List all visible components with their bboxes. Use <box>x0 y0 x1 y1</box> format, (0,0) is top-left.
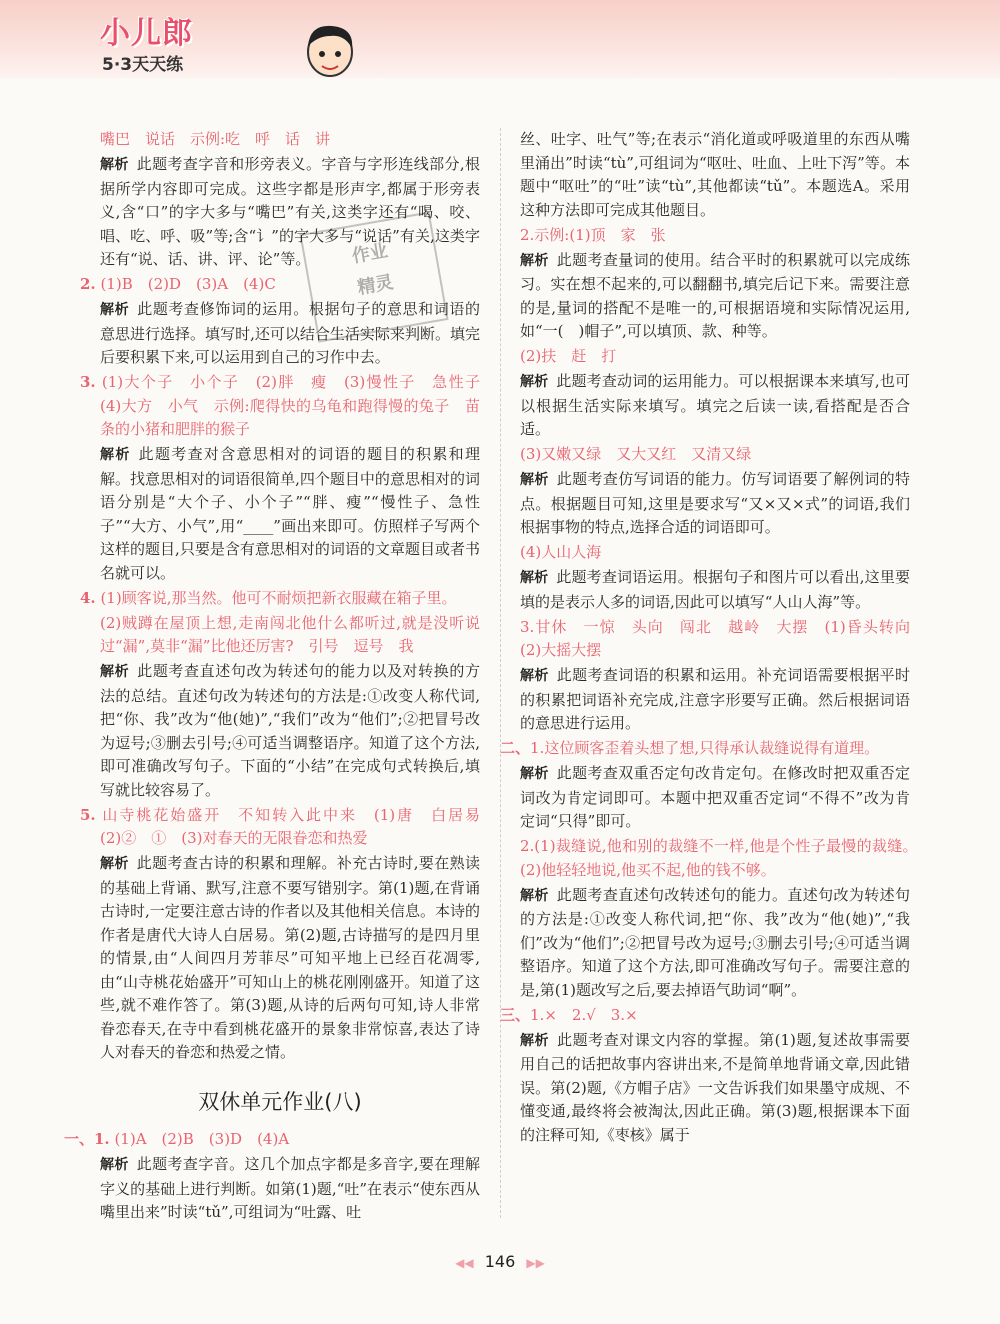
homework-stamp: 作业 精灵 <box>299 211 448 342</box>
question-2-3-answer: (3)又嫩又绿 又大又红 又清又绿 <box>520 445 752 463</box>
section-2-answer: 二、1.这位顾客歪着头想了想,只得承认裁缝说得有道理。 <box>500 739 880 757</box>
logo <box>100 8 270 78</box>
question-4-answer-2: (2)贼蹲在屋顶上想,走南闯北他什么都听过,就是没听说过“漏”,莫非“漏”比他还厉害? 引号 逗号 我 <box>100 613 480 655</box>
column-divider <box>500 128 501 1218</box>
logo-brand: 小儿郎 <box>100 16 193 51</box>
question-5-explanation: 解析 此题考查古诗的积累和理解。补充古诗时,要在熟读的基础上背诵、默写,注意不要写错别字。第(1)题,在背诵古诗时,一定要注意古诗的作者以及其他相关信息。本诗的作者是唐代大诗人白居易。第(2)题,古诗描写的是四月里的情景,由“人间四月芳菲尽”可知平地上已经百花凋零,由“山寺桃花始盛开”可知山上的桃花刚刚盛开。知道了这些,就不难作答了。第(3)题,从诗的后两句可知,诗人非常眷恋春天,在寺中看到桃花盛开的景象非常惊喜,表达了诗人对春天的眷恋和热爱之情。 <box>100 854 481 1061</box>
section-1-answer: 一、1. (1)A (2)B (3)D (4)A <box>64 1130 290 1148</box>
question-2-4-explanation: 解析 此题考查词语运用。根据句子和图片可以看出,这里要填的是表示人多的词语,因此可以填写“人山人海”等。 <box>520 568 910 611</box>
question-5-answer: 5. 山寺桃花始盛开 不知转入此中来 (1)唐 白居易 (2)② ① (3)对春天的无限眷恋和热爱 <box>80 805 496 847</box>
prev-arrows-icon: ◀◀ <box>455 1256 474 1270</box>
question-2-3-explanation: 解析 此题考查仿写词语的能力。仿写词语要了解例词的特点。根据题目可知,这里是要求写“又×又×式”的词语,我们根据事物的特点,选择合适的词语即可。 <box>520 470 910 536</box>
logo-subtitle: 5·3天天练 <box>102 55 184 75</box>
section-1-explanation: 解析 此题考查字音。这几个加点字都是多音字,要在理解字义的基础上进行判断。如第(1)题,“吐”在表示“使东西从嘴里出来”时读“tǔ”,可组词为“吐露、吐 <box>100 1155 481 1221</box>
explanation: 解析 此题考查字音和形旁表义。字音与字形连线部分,根据所学内容即可完成。这些字都是形声字,都属于形旁表义,含“口”的字大多与“嘴巴”有关,这类字还有“喝、咬、唱、吃、呼、吸”等;含“讠”的字大多与“说话”有关,这类字还有“说、话、讲、评、论”等。 <box>100 155 481 268</box>
question-2-answer: 2. (1)B (2)D (3)A (4)C <box>80 275 276 293</box>
page-footer <box>0 1252 1000 1271</box>
question-3-answer: 3. (1)大个子 小个子 (2)胖 瘦 (3)慢性子 急性子 (4)大方 小气 示例:爬得快的乌龟和跑得慢的兔子 苗条的小猪和肥胖的猴子 <box>80 373 496 438</box>
question-4-explanation: 解析 此题考查直述句改为转述句的能力以及对转换的方法的总结。直述句改为转述句的方法是:①改变人称代词,把“你、我”改为“他(她)”,“我们”改为“他们”;②把冒号改为逗号;③删去引号;④可适当调整语序。知道了这个方法,即可准确改写句子。下面的“小结”在完成句式转换后,填写就比较容易了。 <box>100 662 480 799</box>
right-column <box>500 128 926 1149</box>
question-4-answer: 4. (1)顾客说,那当然。他可不耐烦把新衣服藏在箱子里。 <box>80 588 457 607</box>
next-arrows-icon: ▶▶ <box>526 1256 545 1270</box>
question-2-2-explanation: 解析 此题考查动词的运用能力。可以根据课本来填写,也可以根据生活实际来填写。填完之后读一读,看搭配是否合适。 <box>520 372 910 438</box>
question-3-explanation: 解析 此题考查对含意思相对的词语的题目的积累和理解。找意思相对的词语很简单,四个题目中的意思相对的词语分别是“大个子、小个子”“胖、瘦”“慢性子、急性子”“大方、小气”,用“____”画出来即可。仿照样子写两个这样的题目,只要是含有意思相对的词语的文章题目或者书名就可以。 <box>100 445 480 582</box>
section-3-explanation: 解析 此题考查对课文内容的掌握。第(1)题,复述故事需要用自己的话把故事内容讲出来,不是简单地背诵文章,因此错误。第(2)题,《方帽子店》一文告诉我们如果墨守成规、不懂变通,最终将会被淘汰,因此正确。第(3)题,根据课本下面的注释可知,《枣核》属于 <box>520 1030 910 1144</box>
question-2-4-answer: (4)人山人海 <box>520 543 602 561</box>
section-3-answer: 三、1.× 2.√ 3.× <box>500 1005 638 1024</box>
mascot-icon <box>300 22 360 84</box>
left-column <box>64 128 496 1226</box>
section-title: 双休单元作业(八) <box>198 1089 362 1114</box>
question-3-explanation: 解析 此题考查词语的积累和运用。补充词语需要根据平时的积累把词语补充完成,注意字形要写正确。然后根据词语的意思进行运用。 <box>520 666 910 732</box>
section-2-explanation: 解析 此题考查双重否定句改肯定句。在修改时把双重否定词改为肯定词即可。本题中把双重否定词“不得不”改为肯定词“只得”即可。 <box>520 764 910 830</box>
section-2-2-answer: 2.(1)裁缝说,他和别的裁缝不一样,他是个性子最慢的裁缝。 (2)他轻轻地说,他买不起,他的钱不够。 <box>520 837 926 879</box>
section-2-2-explanation: 解析 此题考查直述句改转述句的能力。直述句改为转述句的方法是:①改变人称代词,把“你、我”改为“他(她)”,“我们”改为“他们”;②把冒号改为逗号;③删去引号;④可适当调整语序。知道了这个方法,即可准确改写句子。需要注意的是,第(1)题改写之后,要去掉语气助词“啊”。 <box>520 885 910 999</box>
question-3-answer: 3.甘休 一惊 头向 闯北 越岭 大摆 (1)昏头转向 (2)大摇大摆 <box>520 617 926 659</box>
question-2-1-explanation: 解析 此题考查量词的使用。结合平时的积累就可以完成练习。实在想不起来的,可以翻翻书,填完后记下来。需要注意的是,量词的搭配不是唯一的,可根据语境和实际情况运用,如“一( )帽子”,可以填顶、款、种等。 <box>520 250 910 340</box>
question-2-2-answer: (2)扶 赶 打 <box>520 347 617 365</box>
question-2-explanation: 解析 此题考查修饰词的运用。根据句子的意思和词语的意思进行选择。填写时,还可以结合生活实际来判断。填完后要积累下来,可以运用到自己的习作中去。 <box>100 300 480 366</box>
answer-line: 嘴巴 说话 示例:吃 呼 话 讲 <box>100 130 331 148</box>
page-number: 146 <box>484 1252 516 1271</box>
continued-explanation: 丝、吐字、吐气”等;在表示“消化道或呼吸道里的东西从嘴里涌出”时读“tù”,可组词为“呕吐、吐血、上吐下泻”等。本题中“呕吐”的“吐”读“tù”,其他都读“tǔ”。本题选A。采用这种方法即可完成其他题目。 <box>520 130 910 219</box>
question-2-1-answer: 2.示例:(1)顶 家 张 <box>520 225 666 244</box>
